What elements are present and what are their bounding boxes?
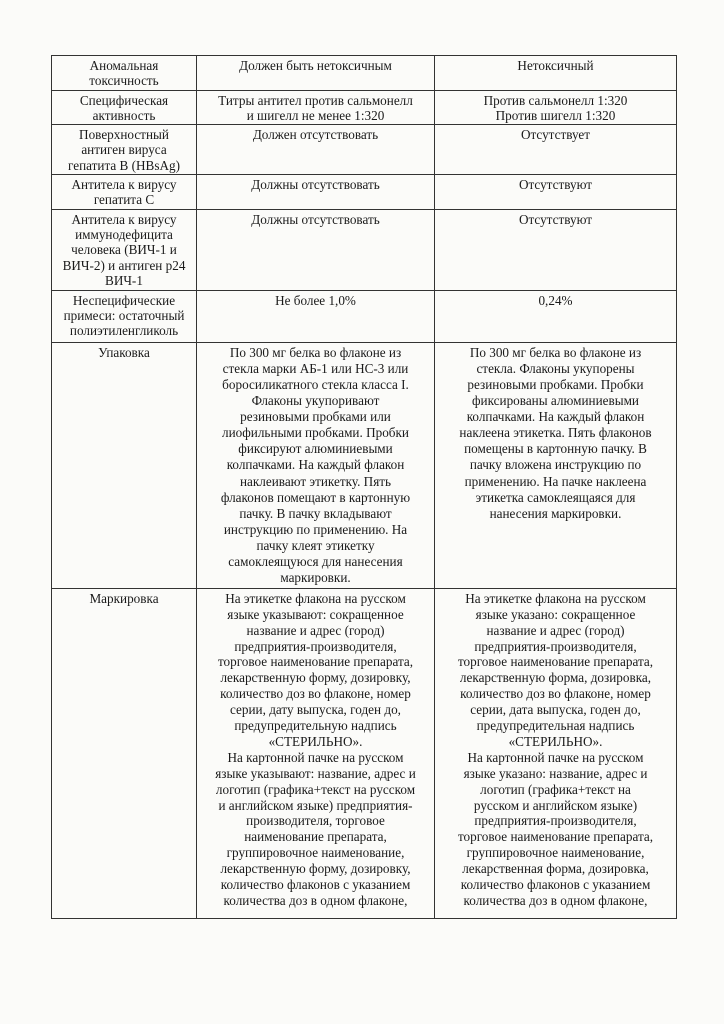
result-cell [435,175,677,210]
cell-text-line: По 300 мг белка во флаконе из [229,344,402,360]
cell-text-line: Должен быть нетоксичным [239,58,392,73]
cell-text-line: количество флаконов с указанием [460,877,651,893]
cell-text-line: токсичность [89,73,159,89]
requirement-cell [197,56,435,91]
cell-text-line: Флаконы укупоривают [251,393,380,409]
cell-text-line: языке указывают: сокращенное [227,606,404,622]
parameter-cell [52,342,197,588]
requirement-cell [197,125,435,175]
cell-text-line: Не более 1,0% [275,292,356,308]
cell-text-line: количество доз во флаконе, номер [220,686,411,702]
specification-table [51,55,677,919]
parameter-cell [52,290,197,342]
cell-text-line: предприятия-производителя, [234,638,397,654]
cell-text-line: предупредительную надпись [234,718,397,734]
cell-text-line: «СТЕРИЛЬНО». [508,733,603,749]
cell-text-line: языке указано: сокращенное [475,606,636,622]
table-row [52,175,677,210]
cell-text-line: лекарственную форму, дозировку, [220,861,411,877]
cell-text-line: Аномальная [89,58,159,73]
requirement-cell [197,290,435,342]
cell-text-line: торговое наименование препарата, [457,654,654,670]
cell-text-line: Упаковка [98,344,150,360]
cell-text-line: гепатита С [93,192,155,208]
cell-text-line: Против сальмонелл 1:320 [483,92,628,108]
cell-text-line: На картонной пачке на русском [467,749,644,765]
cell-text-line: Должен отсутствовать [252,127,379,143]
cell-text-line: ВИЧ-1 [105,272,143,288]
cell-text-line: наименование препарата, [244,829,387,845]
cell-text-line: Должны отсутствовать [251,177,380,193]
cell-text-line: серии, дата выпуска, годен до, [470,702,641,718]
cell-text-line: количество флаконов с указанием [220,877,411,893]
parameter-cell [52,209,197,290]
cell-text-line: русском и английском языке) [473,797,638,813]
cell-text-line: боросиликатного стекла класса I. [222,376,409,392]
cell-text-line: Маркировка [89,590,159,606]
cell-text-line: и шигелл не менее 1:320 [246,107,385,123]
parameter-cell [52,175,197,210]
cell-text-line: примеси: остаточный [63,308,185,324]
parameter-cell [52,125,197,175]
cell-text-line: На этикетке флакона на русском [465,590,646,606]
result-cell [435,290,677,342]
cell-text-line: Неспецифические [72,292,176,308]
cell-text-line: Титры антител против сальмонелл [218,92,413,108]
cell-text-line: название и адрес (город) [486,622,625,638]
table-row [52,209,677,290]
cell-text-line: языке указывают: название, адрес и [215,765,416,781]
cell-text-line: нанесения маркировки. [489,505,622,521]
parameter-cell [52,56,197,91]
cell-text-line: Поверхностный [79,127,169,143]
cell-text-line: помещены в картонную пачку. В [464,441,647,457]
cell-text-line: серии, дату выпуска, годен до, [230,702,401,718]
cell-text-line: иммунодефицита [75,227,173,243]
cell-text-line: и английском языке) предприятия- [218,797,413,813]
cell-text-line: самоклеящуюся для нанесения [228,554,403,569]
cell-text-line: предприятия-производителя, [474,813,637,829]
cell-text-line: группировочное наименование, [466,845,645,861]
result-cell [435,209,677,290]
cell-text-line: активность [92,107,156,123]
requirement-cell [197,175,435,210]
cell-text-line: По 300 мг белка во флаконе из [469,344,642,360]
table-row [52,90,677,125]
cell-text-line: полиэтиленгликоль [69,323,179,339]
cell-text-line: Антитела к вирусу [71,177,177,193]
cell-text-line: Против шигелл 1:320 [495,107,616,123]
cell-text-line: предприятия-производителя, [474,638,637,654]
cell-text-line: фиксированы алюминиевыми [472,393,639,409]
requirement-cell [197,209,435,290]
cell-text-line: группировочное наименование, [226,845,405,861]
cell-text-line: пачку клеят этикетку [256,537,375,553]
cell-text-line: инструкцию по применению. На [223,521,408,537]
cell-text-line: наклеена этикетка. Пять флаконов [459,425,652,441]
cell-text-line: этикетка самоклеящаяся для [475,489,636,505]
cell-text-line: лекарственную форму, дозировку, [220,670,411,686]
cell-text-line: производителя, торговое [246,813,385,829]
cell-text-line: лекарственную форма, дозировка, [459,670,652,686]
cell-text-line: 0,24% [538,292,573,308]
cell-text-line: количества доз в одном флаконе, [223,893,408,908]
cell-text-line: Отсутствует [520,127,591,143]
result-cell [435,56,677,91]
result-cell [435,90,677,125]
cell-text-line: лекарственная форма, дозировка, [462,861,649,877]
requirement-cell [197,342,435,588]
table-row [52,588,677,918]
cell-text-line: гепатита В (HBsAg) [68,157,180,173]
cell-text-line: торговое наименование препарата, [217,654,414,670]
cell-text-line: резиновыми пробками или [240,409,391,425]
cell-text-line: «СТЕРИЛЬНО». [268,733,363,749]
cell-text-line: предупредительная надпись [476,718,635,734]
cell-text-line: наклеивают этикетку. Пять [239,473,392,489]
table-row [52,125,677,175]
cell-text-line: флаконов помещают в картонную [220,489,411,505]
cell-text-line: антиген вируса [81,142,167,158]
cell-text-line: колпачками. На каждый флакон [226,457,405,473]
cell-text-line: пачку. В пачку вкладывают [239,505,392,521]
cell-text-line: логотип (графика+текст на [480,781,631,797]
cell-text-line: Должны отсутствовать [251,211,380,227]
table-row [52,342,677,588]
cell-text-line: пачку вложена инструкцию по [469,457,642,473]
cell-text-line: человека (ВИЧ-1 и [71,242,177,258]
parameter-cell [52,90,197,125]
cell-text-line: количества доз в одном флаконе, [463,893,648,908]
cell-text-line: Отсутствуют [518,211,593,227]
cell-text-line: Отсутствуют [518,177,593,193]
cell-text-line: стекла. Флаконы укупорены [476,360,635,376]
cell-text-line: ВИЧ-2) и антиген p24 [62,257,186,273]
table-row [52,290,677,342]
cell-text-line: логотип (графика+текст на русском [215,781,416,797]
cell-text-line: стекла марки АБ-1 или НС-3 или [222,360,409,376]
result-cell [435,125,677,175]
result-cell [435,588,677,918]
requirement-cell [197,90,435,125]
cell-text-line: На картонной пачке на русском [227,749,404,765]
specification-table-body [52,56,677,919]
cell-text-line: лиофильными пробками. Пробки [222,425,409,441]
result-cell [435,342,677,588]
table-row [52,56,677,91]
cell-text-line: На этикетке флакона на русском [225,590,406,606]
cell-text-line: резиновыми пробками. Пробки [467,376,644,392]
cell-text-line: количество доз во флаконе, номер [460,686,651,702]
cell-text-line: Антитела к вирусу [71,211,177,227]
cell-text-line: Специфическая [79,92,169,108]
cell-text-line: Нетоксичный [517,58,594,73]
cell-text-line: применению. На пачке наклеена [464,473,647,489]
cell-text-line: торговое наименование препарата, [457,829,654,845]
cell-text-line: фиксируют алюминиевыми [238,441,393,457]
cell-text-line: название и адрес (город) [246,622,385,638]
requirement-cell [197,588,435,918]
cell-text-line: колпачками. На каждый флакон [466,409,645,425]
cell-text-line: маркировки. [280,570,351,586]
parameter-cell [52,588,197,918]
cell-text-line: языке указано: название, адрес и [463,765,648,781]
